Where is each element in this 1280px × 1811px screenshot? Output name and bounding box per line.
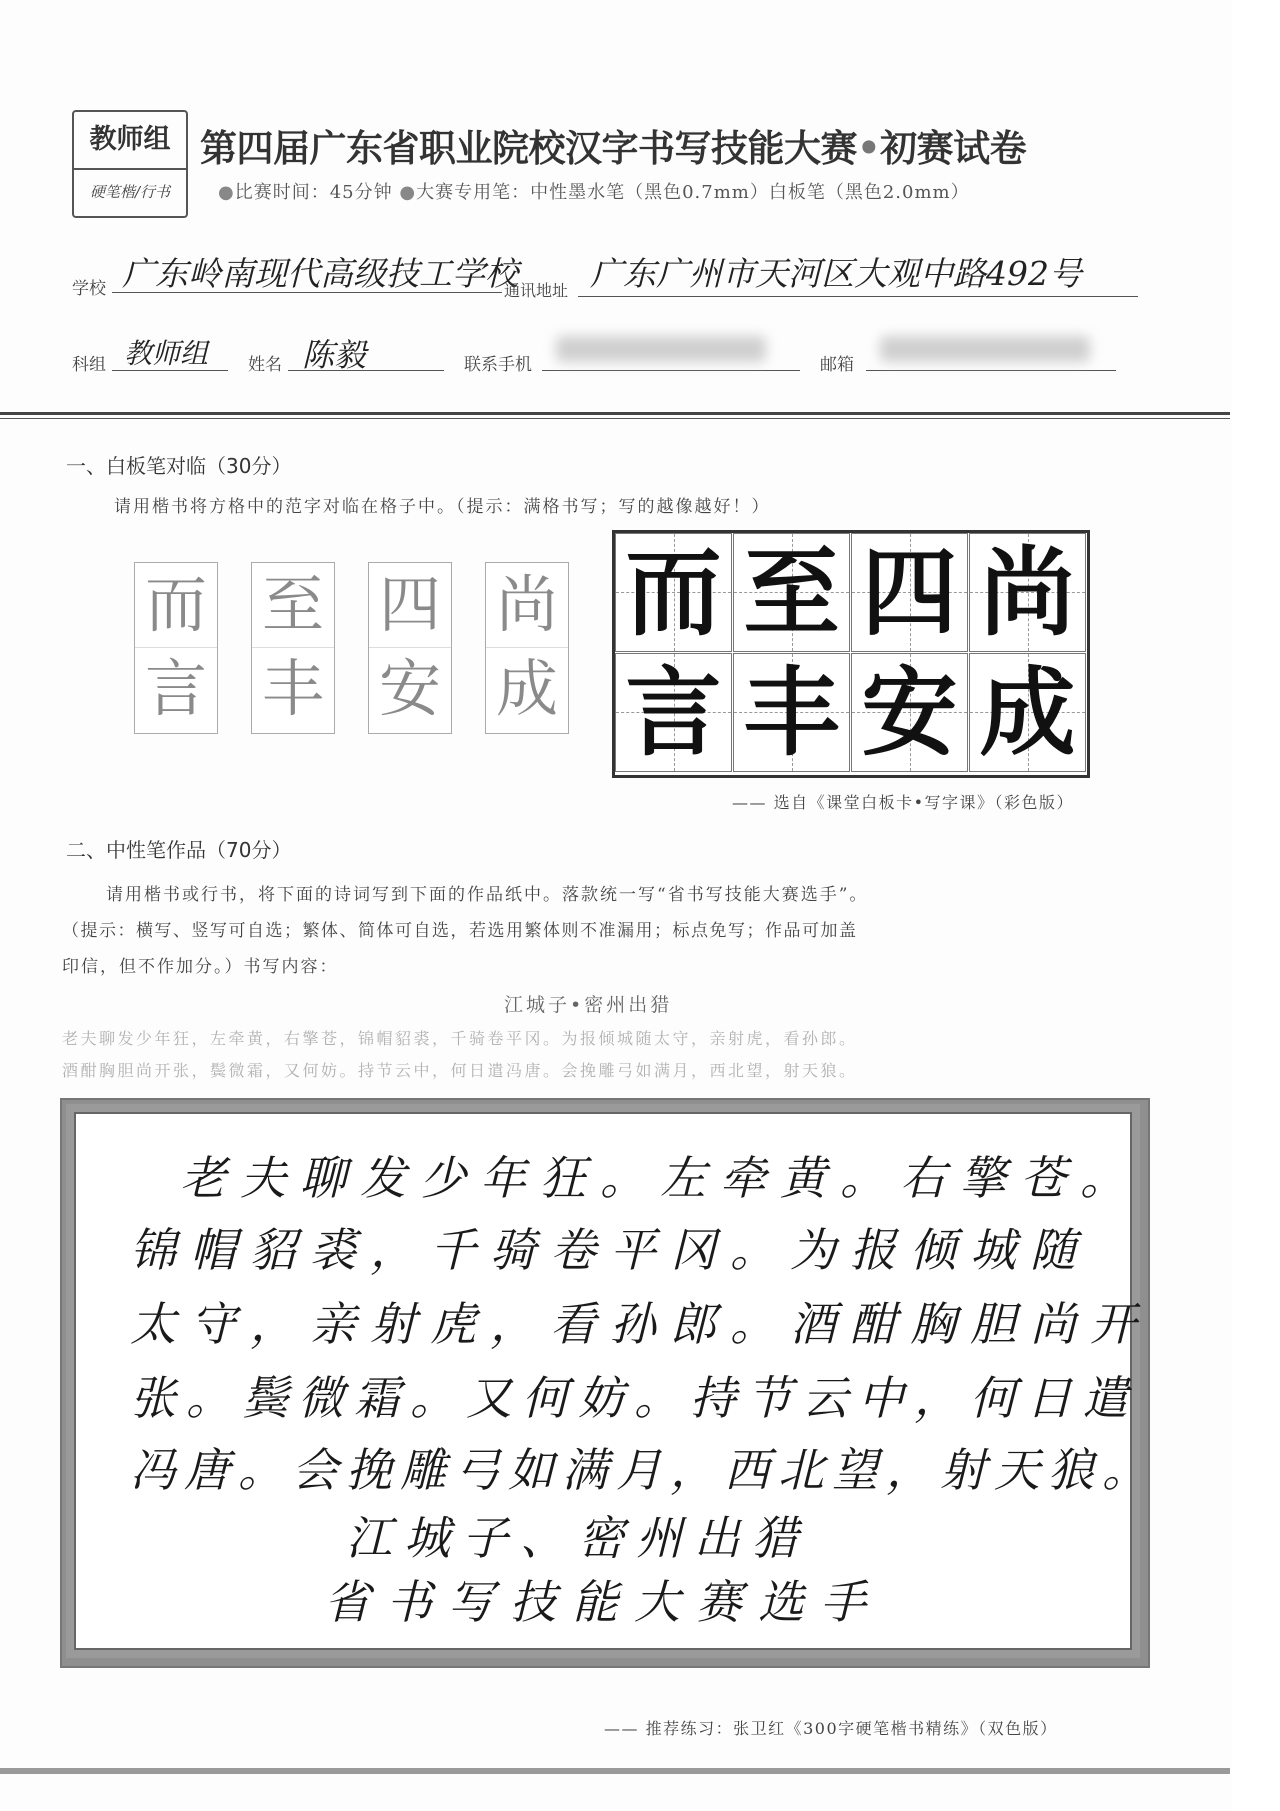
title-main: 第四届广东省职业院校汉字书写技能大赛 [200, 127, 857, 170]
section1-caption: —— 选自《课堂白板卡•写字课》（彩色版） [732, 793, 1075, 812]
school-value: 广东岭南现代高级技工学校 [122, 254, 518, 293]
practice-char: 而 [144, 568, 207, 641]
section2-instruction-1: 请用楷书或行书，将下面的诗词写到下面的作品纸中。落款统一写“省书写技能大赛选手”。 [106, 885, 869, 905]
practice-column[interactable] [134, 562, 218, 734]
work-line: 江城子、密州出猎 [346, 1511, 810, 1565]
group-badge-sub: 硬笔楷/行书 [89, 183, 171, 201]
practice-char: 四 [378, 568, 441, 641]
poem-title: 江城子•密州出猎 [504, 994, 673, 1016]
bullet-icon: ● [218, 182, 235, 203]
school-label: 学校 [72, 279, 106, 299]
email-redacted [880, 336, 1090, 362]
subtitle-pens: 大赛专用笔：中性墨水笔（黑色0.7mm）白板笔（黑色2.0mm） [416, 182, 970, 203]
practice-char: 安 [378, 652, 441, 725]
work-line: 张。鬓微霜。又何妨。持节云中，何日遣 [130, 1371, 1138, 1425]
model-char: 至 [743, 537, 840, 649]
model-character-grid [612, 530, 1090, 778]
work-signature: 省书写技能大赛选手 [324, 1575, 882, 1629]
group-badge [72, 110, 188, 218]
practice-column[interactable] [485, 562, 569, 734]
model-char: 尚 [979, 537, 1076, 649]
email-label: 邮箱 [820, 355, 854, 375]
name-label: 姓名 [248, 355, 282, 375]
title-tail: 初赛试卷 [880, 127, 1027, 170]
practice-char: 丰 [261, 652, 324, 725]
page-title [200, 118, 1260, 172]
subject-group-field[interactable] [112, 330, 228, 371]
bullet-icon: ● [399, 182, 417, 203]
work-line: 锦帽貂裘，千骑卷平冈。为报倾城随 [130, 1223, 1090, 1277]
work-line: 冯唐。会挽雕弓如满月，西北望，射天狼。 [130, 1443, 1156, 1497]
poem-line: 酒酣胸胆尚开张，鬓微霜，又何妨。持节云中，何日遣冯唐。会挽雕弓如满月，西北望，射天狼。 [62, 1061, 858, 1080]
school-field[interactable] [112, 246, 518, 293]
practice-char: 至 [261, 568, 324, 641]
model-char: 而 [625, 537, 722, 649]
model-cell [969, 653, 1086, 772]
work-paper-frame [60, 1098, 1156, 1668]
practice-column[interactable] [251, 562, 335, 734]
name-value: 陈毅 [302, 336, 367, 374]
bottom-divider [0, 1768, 1230, 1774]
model-cell [733, 533, 850, 652]
title-dot: • [857, 127, 881, 170]
model-char: 四 [861, 537, 958, 649]
model-cell [851, 653, 968, 772]
model-cell [851, 533, 968, 652]
section2-instruction-3: 印信，但不作加分。）书写内容： [62, 957, 339, 977]
phone-redacted [556, 336, 766, 362]
work-paper[interactable] [74, 1112, 1156, 1650]
page-subtitle [218, 178, 970, 204]
subject-group-value: 教师组 [124, 337, 209, 370]
address-label: 通讯地址 [504, 281, 569, 300]
model-char: 言 [625, 657, 722, 769]
model-char: 丰 [743, 657, 840, 769]
practice-char: 成 [495, 652, 558, 725]
model-cell [733, 653, 850, 772]
practice-char: 尚 [495, 568, 558, 641]
section2-recommend: —— 推荐练习：张卫红《300字硬笔楷书精练》（双色版） [604, 1719, 1058, 1738]
model-cell [969, 533, 1086, 652]
section2-instruction-2: （提示：横写、竖写可自选；繁体、简体可自选，若选用繁体则不准漏用；标点免写；作品可加盖 [62, 921, 858, 941]
subtitle-time: 比赛时间：45分钟 [234, 182, 393, 203]
model-char: 安 [861, 657, 958, 769]
name-field[interactable] [288, 330, 444, 374]
email-field[interactable] [866, 330, 1116, 371]
section2-heading: 二、中性笔作品（70分） [66, 838, 292, 862]
group-badge-label: 教师组 [74, 112, 186, 170]
work-line: 老夫聊发少年狂。左牵黄。右擎苍。 [180, 1151, 1140, 1205]
poem-line: 老夫聊发少年狂，左牵黄，右擎苍，锦帽貂裘，千骑卷平冈。为报倾城随太守，亲射虎，看孙郎。 [62, 1029, 858, 1048]
address-value: 广东广州市天河区大观中路492号 [590, 254, 1082, 293]
phone-label: 联系手机 [464, 355, 532, 375]
header-divider-thin [0, 418, 1230, 419]
practice-column[interactable] [368, 562, 452, 734]
model-cell [615, 653, 732, 772]
address-field[interactable] [578, 246, 1138, 297]
subject-group-label: 科组 [72, 355, 106, 375]
header-divider [0, 412, 1230, 415]
page-margin [1232, 0, 1280, 1811]
model-char: 成 [979, 657, 1076, 769]
work-line: 太守，亲射虎，看孙郎。酒酣胸胆尚开 [130, 1297, 1150, 1351]
phone-field[interactable] [542, 330, 800, 371]
model-cell [615, 533, 732, 652]
section1-instruction: 请用楷书将方格中的范字对临在格子中。（提示：满格书写；写的越像越好！） [114, 497, 771, 517]
section1-heading: 一、白板笔对临（30分） [66, 454, 292, 478]
practice-char: 言 [144, 652, 207, 725]
